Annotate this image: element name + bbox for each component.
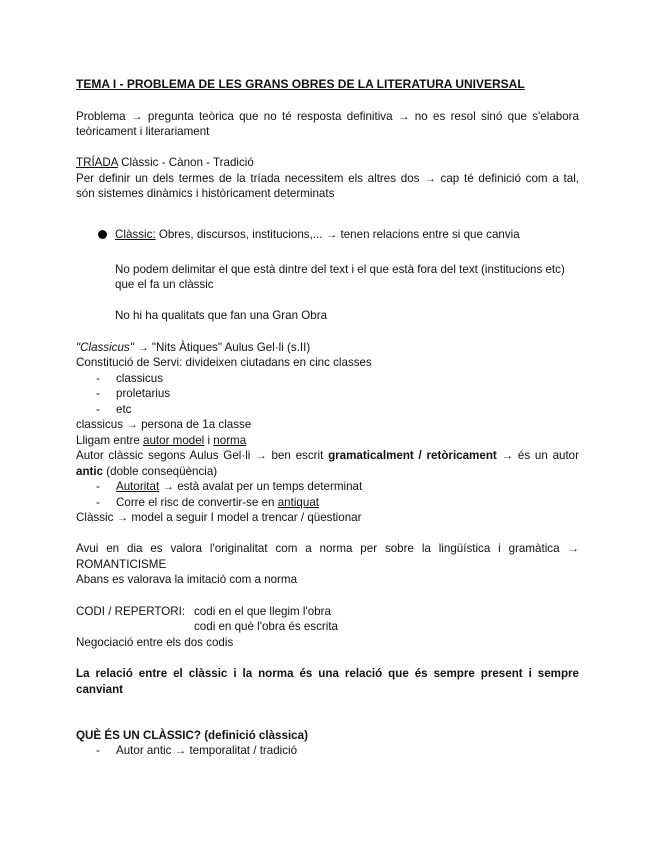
bullet-paragraph-2: No hi ha qualitats que fan una Gran Obra: [115, 309, 328, 322]
relacio-line-2: canviant: [76, 683, 124, 696]
autor-line-2: antic (doble conseqüència): [76, 465, 218, 478]
bullet-paragraph-1-line-2: que el fa un clàssic: [115, 278, 214, 291]
classicus-rest: → "Nits Àtiques" Aulus Gel·li (s.II): [133, 341, 311, 354]
lligam-line: Lligam entre autor model i norma: [76, 434, 247, 447]
bullet-icon: [98, 230, 107, 239]
triada-label: TRÍADA: [76, 156, 118, 169]
codi-line-1: CODI / REPERTORI: codi en el que llegim l'obra: [76, 605, 331, 618]
triada-line-2: són sistemes dinàmics i històricament determinats: [76, 187, 335, 200]
problema-line-2: teòricament i literariament: [76, 125, 210, 138]
autor-line-1: Autor clàssic segons Aulus Gel·li → ben escrit gramaticalment / retòricament → és un autor: [76, 449, 579, 462]
relacio-line-1: La relació entre el clàssic i la norma és una relació que és sempre present i sempre: [76, 667, 579, 680]
bullet-text: Obres, discursos, institucions,... → tenen relacions entre si que canvia: [155, 228, 520, 241]
bullet-label: Clàssic:: [115, 228, 156, 241]
avui-line-1: Avui en dia es valora l'originalitat com a norma per sobre la lingüística i gramàtica →: [76, 542, 579, 555]
persona-line: classicus → persona de 1a classe: [76, 418, 252, 431]
problema-line-1: Problema → pregunta teòrica que no té resposta definitiva → no es resol sinó que s'elabora: [76, 110, 579, 123]
document-title: TEMA I - PROBLEMA DE LES GRANS OBRES DE LA LITERATURA UNIVERSAL: [76, 77, 525, 91]
triada-terms: Clàssic - Cànon - Tradició: [117, 156, 254, 169]
que-es-heading: QUÈ ÉS UN CLÀSSIC? (definició clàssica): [76, 729, 308, 742]
avui-line-2: ROMANTICISME: [76, 558, 167, 571]
classicus-heading: [76, 340, 310, 355]
classicus-italic: "Classicus": [76, 341, 134, 354]
negociacio-line: Negociació entre els dos codis: [76, 636, 234, 649]
triada-line-1: Per definir un dels termes de la tríada necessitem els altres dos → cap té definició com a tal,: [76, 172, 579, 185]
bullet-paragraph-1-line-1: No podem delimitar el que està dintre del text i el que està fora del text (institucions etc): [115, 263, 565, 276]
avui-line-3: Abans es valorava la imitació com a norma: [76, 573, 298, 586]
triada-heading: [76, 155, 254, 170]
codi-label: CODI / REPERTORI:: [76, 605, 186, 618]
model-line: Clàssic → model a seguir I model a trencar / qüestionar: [76, 511, 362, 524]
servi-line: Constitució de Servi: divideixen ciutadans en cinc classes: [76, 356, 372, 369]
